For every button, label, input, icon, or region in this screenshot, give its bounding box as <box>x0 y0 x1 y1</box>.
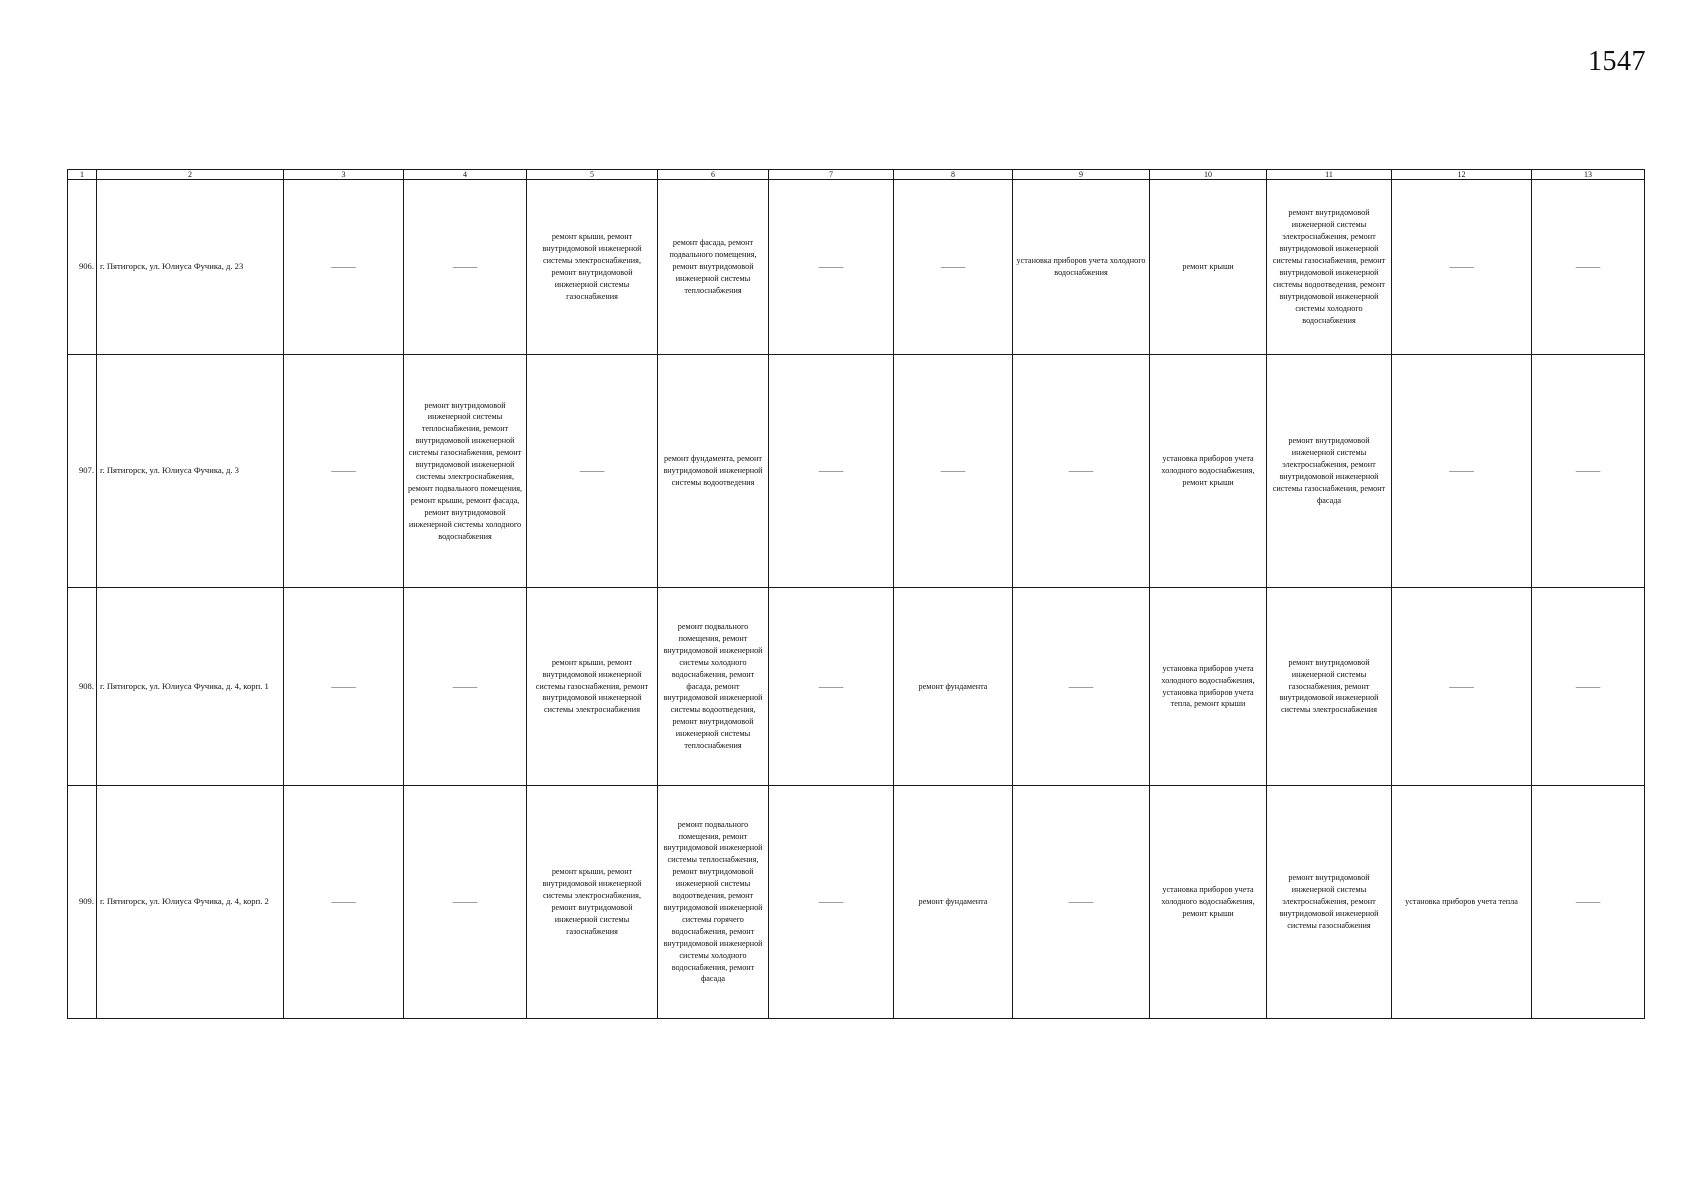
table-cell: ремонт фундамента <box>894 786 1013 1019</box>
row-number: 906. <box>68 180 97 355</box>
table-cell: ——— <box>284 786 404 1019</box>
column-header: 11 <box>1267 170 1392 180</box>
table-cell: ——— <box>1532 786 1645 1019</box>
table-cell: установка приборов учета холодного водоснабжения <box>1013 180 1150 355</box>
column-header: 12 <box>1392 170 1532 180</box>
table-cell: ——— <box>769 180 894 355</box>
address-cell: г. Пятигорск, ул. Юлиуса Фучика, д. 23 <box>97 180 284 355</box>
table-cell: ——— <box>284 588 404 786</box>
table-cell: ремонт фундамента, ремонт внутридомовой инженерной системы водоотведения <box>658 355 769 588</box>
table-cell: установка приборов учета тепла <box>1392 786 1532 1019</box>
table-cell: ——— <box>404 180 527 355</box>
table-cell: ремонт крыши, ремонт внутридомовой инженерной системы газоснабжения, ремонт внутридомовой инженерной системы электроснабжения <box>527 588 658 786</box>
table-cell: ремонт подвального помещения, ремонт внутридомовой инженерной системы холодного водоснабжения, ремонт фасада, ремонт внутридомовой инженерной системы водоотведения, ремонт внутридомовой инженерной системы теплоснабжения <box>658 588 769 786</box>
column-header: 4 <box>404 170 527 180</box>
table-cell: ——— <box>1013 588 1150 786</box>
table-cell: ремонт крыши, ремонт внутридомовой инженерной системы электроснабжения, ремонт внутридомовой инженерной системы газоснабжения <box>527 786 658 1019</box>
row-number: 909. <box>68 786 97 1019</box>
table-cell: ремонт фасада, ремонт подвального помещения, ремонт внутридомовой инженерной системы теплоснабжения <box>658 180 769 355</box>
table-cell: установка приборов учета холодного водоснабжения, ремонт крыши <box>1150 355 1267 588</box>
table-cell: ——— <box>769 355 894 588</box>
table-cell: ремонт внутридомовой инженерной системы электроснабжения, ремонт внутридомовой инженерной системы газоснабжения <box>1267 786 1392 1019</box>
table-cell: ——— <box>404 786 527 1019</box>
column-header: 5 <box>527 170 658 180</box>
table-cell: ——— <box>769 786 894 1019</box>
table-cell: ремонт внутридомовой инженерной системы теплоснабжения, ремонт внутридомовой инженерной системы газоснабжения, ремонт внутридомовой инженерной системы электроснабжения, ремонт подвального помещения, ремонт крыши, ремонт фасада, ремонт внутридомовой инженерной системы холодного водоснабжения <box>404 355 527 588</box>
table-row <box>68 588 1645 786</box>
column-header: 6 <box>658 170 769 180</box>
column-header: 8 <box>894 170 1013 180</box>
table-cell: ——— <box>1392 180 1532 355</box>
column-header: 13 <box>1532 170 1645 180</box>
table-cell: ремонт подвального помещения, ремонт внутридомовой инженерной системы теплоснабжения, ремонт внутридомовой инженерной системы водоотведения, ремонт внутридомовой инженерной системы горячего водоснабжения, ремонт внутридомовой инженерной системы холодного водоснабжения, ремонт фасада <box>658 786 769 1019</box>
table-cell: ——— <box>894 180 1013 355</box>
table-cell: ——— <box>1532 180 1645 355</box>
table-row <box>68 786 1645 1019</box>
table-cell: ——— <box>894 355 1013 588</box>
table-cell: ——— <box>1392 355 1532 588</box>
table-cell: ——— <box>527 355 658 588</box>
table-cell: ремонт внутридомовой инженерной системы газоснабжения, ремонт внутридомовой инженерной системы электроснабжения <box>1267 588 1392 786</box>
address-cell: г. Пятигорск, ул. Юлиуса Фучика, д. 3 <box>97 355 284 588</box>
table-cell: ремонт фундамента <box>894 588 1013 786</box>
table-cell: ——— <box>769 588 894 786</box>
column-header: 1 <box>68 170 97 180</box>
row-number: 908. <box>68 588 97 786</box>
table-row <box>68 355 1645 588</box>
table-cell: ——— <box>404 588 527 786</box>
table-cell: ——— <box>284 355 404 588</box>
table-cell: ——— <box>1013 786 1150 1019</box>
table-cell: установка приборов учета холодного водоснабжения, ремонт крыши <box>1150 786 1267 1019</box>
repair-schedule-table <box>67 169 1645 1019</box>
row-number: 907. <box>68 355 97 588</box>
table-cell: ——— <box>1392 588 1532 786</box>
column-header: 2 <box>97 170 284 180</box>
column-header: 3 <box>284 170 404 180</box>
table-cell: установка приборов учета холодного водоснабжения, установка приборов учета тепла, ремонт крыши <box>1150 588 1267 786</box>
table-cell: ——— <box>1532 588 1645 786</box>
address-cell: г. Пятигорск, ул. Юлиуса Фучика, д. 4, корп. 2 <box>97 786 284 1019</box>
column-header: 7 <box>769 170 894 180</box>
page-number: 1547 <box>1588 46 1646 77</box>
table-cell: ——— <box>284 180 404 355</box>
column-header: 10 <box>1150 170 1267 180</box>
address-cell: г. Пятигорск, ул. Юлиуса Фучика, д. 4, корп. 1 <box>97 588 284 786</box>
table-cell: ремонт внутридомовой инженерной системы электроснабжения, ремонт внутридомовой инженерной системы газоснабжения, ремонт внутридомовой инженерной системы водоотведения, ремонт внутридомовой инженерной системы холодного водоснабжения <box>1267 180 1392 355</box>
column-number-row <box>68 170 1645 180</box>
table-row <box>68 180 1645 355</box>
table-cell: ремонт крыши, ремонт внутридомовой инженерной системы электроснабжения, ремонт внутридомовой инженерной системы газоснабжения <box>527 180 658 355</box>
table-cell: ——— <box>1013 355 1150 588</box>
table-cell: ремонт крыши <box>1150 180 1267 355</box>
table-cell: ремонт внутридомовой инженерной системы электроснабжения, ремонт внутридомовой инженерной системы газоснабжения, ремонт фасада <box>1267 355 1392 588</box>
column-header: 9 <box>1013 170 1150 180</box>
table-cell: ——— <box>1532 355 1645 588</box>
